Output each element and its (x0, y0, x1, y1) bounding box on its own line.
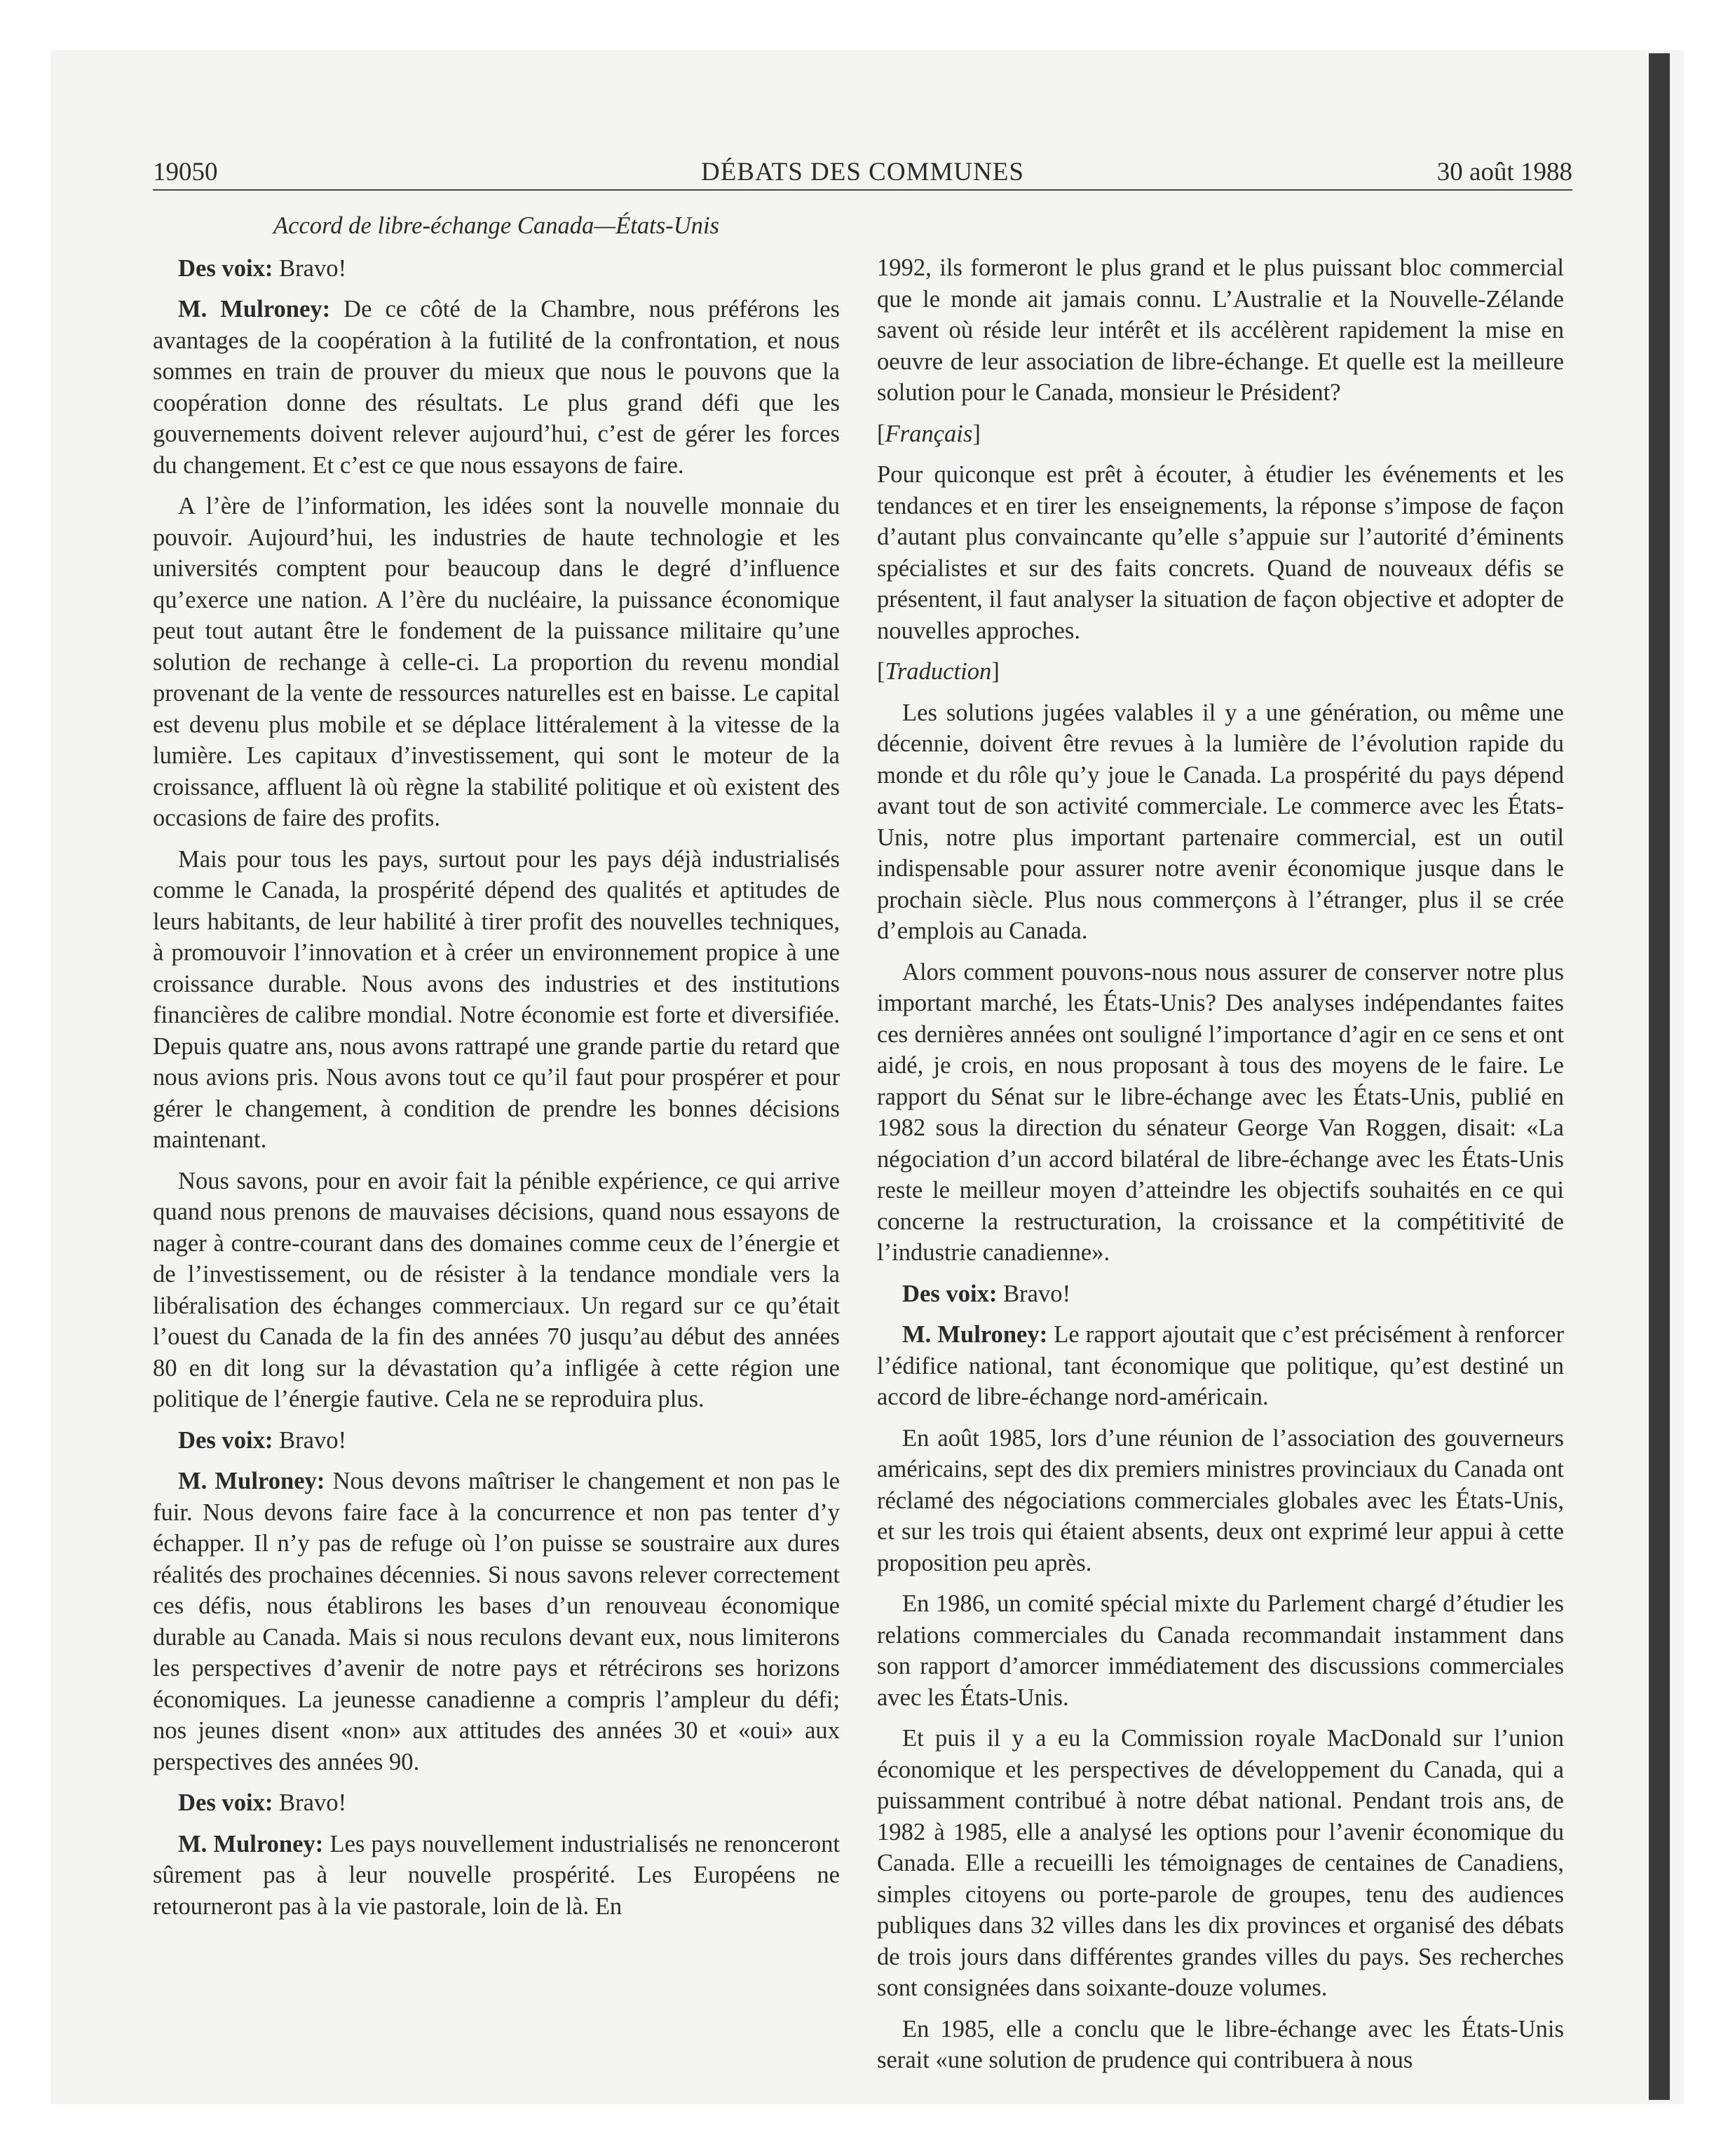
paragraph-text: En 1986, un comité spécial mixte du Parlement chargé d’étudier les relations commerciales du Canada recommandait instamment dans son rapport d’amorcer immédiatement des discussions commerciales avec les États-Unis. (877, 1590, 1564, 1711)
paragraph-text: Nous savons, pour en avoir fait la pénible expérience, ce qui arrive quand nous prenons de mauvaises décisions, quand nous essayons de nager à contre-courant dans des domaines comme ceux de l’énergie et de l’investissement, ou de résister à la tendance mondiale vers la libéralisation des échanges commerciaux. Un regard sur ce qu’était l’ouest du Canada de la fin des années 70 jusqu’au début des années 80 en dit long sur la dévastation qu’a infligée à cette région une politique de l’énergie fautive. Cela ne se reproduira plus. (153, 1167, 840, 1412)
paragraph (877, 459, 1564, 646)
speech-paragraph (153, 1787, 840, 1819)
speech-paragraph (877, 1278, 1564, 1310)
language-tag: [Français] (877, 420, 981, 447)
paragraph-text: En août 1985, lors d’une réunion de l’association des gouverneurs américains, sept des dix premiers ministres provinciaux du Canada ont réclamé des négociations commerciales globales avec les États-Unis, et sur les trois qui étaient absents, deux ont exprimé leur appui à cette proposition peu après. (877, 1424, 1564, 1576)
paragraph (877, 1588, 1564, 1713)
page-number: 19050 (153, 158, 218, 186)
paragraph (877, 2014, 1564, 2076)
speech-paragraph (153, 253, 840, 285)
paragraph (877, 1423, 1564, 1579)
page-header (153, 157, 1572, 191)
speaker-name: Des voix: (902, 1280, 998, 1307)
paragraph (153, 1166, 840, 1415)
speech-paragraph (877, 1319, 1564, 1413)
speaker-name: Des voix: (178, 1789, 273, 1816)
speaker-name: M. Mulroney: (178, 1468, 325, 1494)
speech-paragraph (153, 1829, 840, 1923)
speaker-name: Des voix: (178, 254, 273, 282)
paragraph-text: Alors comment pouvons-nous nous assurer de conserver notre plus important marché, les États-Unis? Des analyses indépendantes faites ces dernières années ont souligné l’importance d’agir en ce sens et ont aidé, je crois, en nous proposant à tous des moyens de le faire. Le rapport du Sénat sur le libre-échange avec les États-Unis, publié en 1982 sous la direction du sénateur George Van Roggen, disait: «La négociation d’un accord bilatéral de libre-échange avec les États-Unis reste le meilleur moyen d’atteindre les objectifs souhaités en ce qui concerne la restructuration, la croissance et la compétitivité de l’industrie canadienne». (877, 958, 1564, 1266)
speech-paragraph (153, 1466, 840, 1778)
paragraph-text: Pour quiconque est prêt à écouter, à étudier les événements et les tendances et en tirer les enseignements, la réponse s’impose de façon d’autant plus convaincante qu’elle s’appuie sur l’autorité d’éminents spécialistes et sur des faits concrets. Quand de nouveaux défis se présentent, il faut analyser la situation de façon objective et adopter de nouvelles approches. (877, 461, 1564, 644)
speaker-name: M. Mulroney: (902, 1321, 1048, 1348)
paragraph (877, 697, 1564, 947)
paragraph-text: De ce côté de la Chambre, nous préférons les avantages de la coopération à la futilité de la confrontation, et nous sommes en train de prouver du mieux que nous le pouvons que la coopération donne des résultats. Le plus grand défi que les gouvernements doivent relever aujourd’hui, c’est de gérer les forces du changement. Et c’est ce que nous essayons de faire. (153, 296, 841, 479)
language-tag: [Traduction] (877, 658, 1000, 685)
paragraph-text: Le rapport ajoutait que c’est précisément à renforcer l’édifice national, tant économique que politique, qu’est destiné un accord de libre-échange nord-américain. (877, 1321, 1565, 1410)
header-rule (153, 189, 1572, 191)
paragraph-text: Mais pour tous les pays, surtout pour les pays déjà industrialisés comme le Canada, la prospérité dépend des qualités et aptitudes de leurs habitants, de leur habilité à tirer profit des nouvelles techniques, à promouvoir l’innovation et à créer un environnement propice à une croissance durable. Nous avons des industries et des institutions financières de calibre mondial. Notre économie est forte et diversifiée. Depuis quatre ans, nous avons rattrapé une grande partie du retard que nous avions pris. Nous avons tout ce qu’il faut pour prospérer et pour gérer le changement, à condition de prendre les bonnes décisions maintenant. (153, 845, 840, 1153)
left-column (153, 210, 840, 1932)
paragraph-text: Les solutions jugées valables il y a une génération, ou même une décennie, doivent être revues à la lumière de l’évolution rapide du monde et du rôle qu’y joue le Canada. La prospérité du pays dépend avant tout de son activité commerciale. Le commerce avec les États-Unis, notre plus important partenaire commercial, est un outil indispensable pour assurer notre avenir économique jusque dans le prochain siècle. Plus nous commerçons à l’étranger, plus il se crée d’emplois au Canada. (877, 699, 1564, 944)
paragraph-text: Et puis il y a eu la Commission royale MacDonald sur l’union économique et les perspectives de développement du Canada, qui a puissamment contribué à notre débat national. Pendant trois ans, de 1982 à 1985, elle a analysé les options pour l’avenir économique du Canada. Elle a recueilli les témoignages de centaines de Canadiens, simples citoyens ou porte-parole de groupes, tenu des audiences publiques dans 32 villes dans les dix provinces et organisé des débats de trois jours dans différentes grandes villes du pays. Ses recherches sont consignées dans soixante-douze volumes. (877, 1725, 1564, 2001)
paragraph (877, 252, 1564, 409)
speaker-name: Des voix: (178, 1426, 273, 1454)
speech-paragraph (153, 294, 840, 481)
section-title: Accord de libre-échange Canada—États-Unis (273, 212, 720, 239)
sitting-date: 30 août 1988 (1436, 158, 1572, 186)
paragraph-text: Bravo! (273, 254, 347, 282)
language-tag-text: Français (885, 420, 973, 447)
paragraph-text: Bravo! (997, 1280, 1071, 1307)
paragraph-text: Bravo! (273, 1426, 347, 1454)
paragraph (153, 491, 840, 834)
paragraph-text: En 1985, elle a conclu que le libre-échange avec les États-Unis serait «une solution de prudence qui contribuera à nous (877, 2015, 1564, 2073)
paragraph-text: A l’ère de l’information, les idées sont la nouvelle monnaie du pouvoir. Aujourd’hui, les industries de haute technologie et les universités comptent pour beaucoup dans le degré d’influence qu’exerce une nation. A l’ère du nucléaire, la puissance économique peut tout autant être le fondement de la puissance militaire qu’une solution de rechange à celle-ci. La proportion du revenu mondial provenant de la vente de ressources naturelles est en baisse. Le capital est devenu plus mobile et se déplace littéralement à la vitesse de la lumière. Les capitaux d’investissement, qui sont le moteur de la croissance, affluent là où règne la stabilité politique et où existent des occasions de faire des profits. (153, 493, 840, 831)
paragraph (877, 1723, 1564, 2004)
publication-title: DÉBATS DES COMMUNES (700, 158, 1024, 186)
right-column (877, 252, 1564, 2086)
paragraph-text: 1992, ils formeront le plus grand et le plus puissant bloc commercial que le monde ait jamais connu. L’Australie et la Nouvelle-Zélande savent où réside leur intérêt et ils accélèrent rapidement la mise en oeuvre de leur association de libre-échange. Et quelle est la meilleure solution pour le Canada, monsieur le Président? (877, 254, 1564, 406)
speaker-name: M. Mulroney: (178, 1830, 324, 1857)
paragraph (877, 957, 1564, 1269)
speaker-name: M. Mulroney: (178, 296, 331, 322)
speech-paragraph (153, 1425, 840, 1456)
paragraph-text: Les pays nouvellement industrialisés ne renonceront sûrement pas à leur nouvelle prospérité. Les Européens ne retourneront pas à la vie pastorale, loin de là. En (153, 1830, 840, 1920)
paragraph-text: Nous devons maîtriser le changement et non pas le fuir. Nous devons faire face à la concurrence et non pas tenter d’y échapper. Il n’y pas de refuge où l’on puisse se soustraire aux dures réalités des prochaines décennies. Si nous savons relever correctement ces défis, nous établirons les bases d’un renouveau économique durable au Canada. Mais si nous reculons devant eux, nous limiterons les perspectives d’avenir de notre pays et rétrécirons ses horizons économiques. La jeunesse canadienne a compris l’ampleur du défi; nos jeunes disent «non» aux attitudes des années 30 et «oui» aux perspectives des années 90. (153, 1468, 840, 1775)
paragraph (153, 844, 840, 1156)
language-tag-text: Traduction (885, 658, 992, 685)
paragraph-text: Bravo! (273, 1789, 347, 1816)
binding-edge (1649, 53, 1670, 2100)
